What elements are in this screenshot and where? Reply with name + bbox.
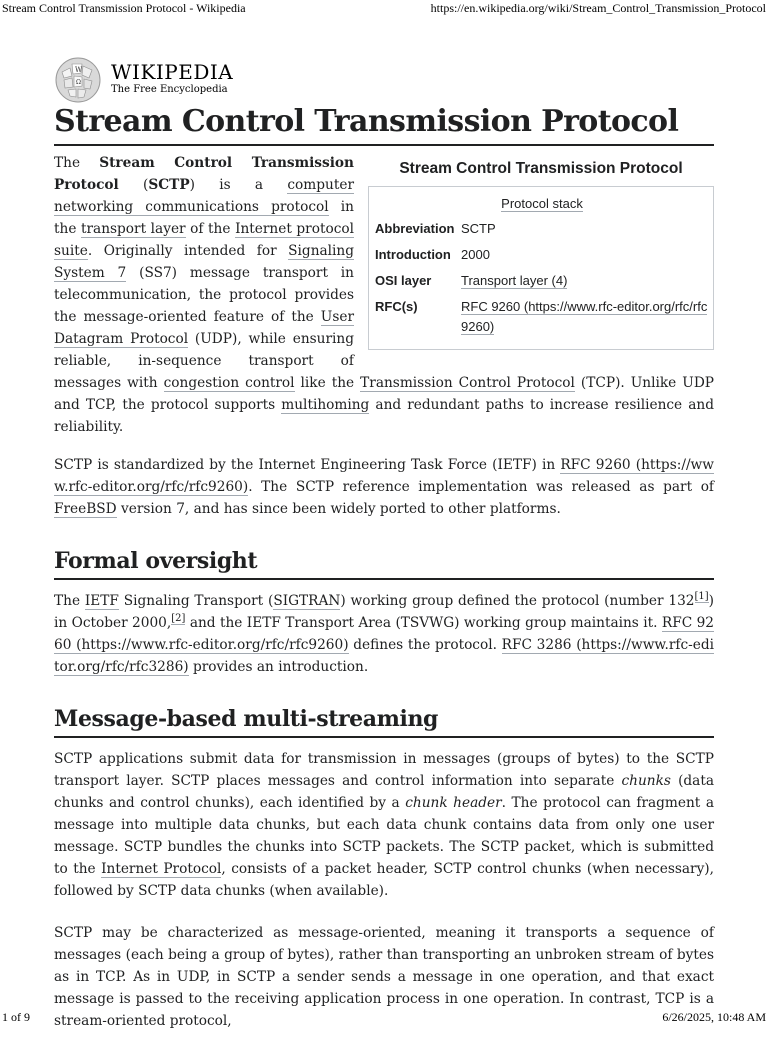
wikipedia-logo[interactable]: [54, 56, 254, 104]
print-header-title: Stream Control Transmission Protocol - Wikipedia: [2, 1, 246, 15]
italic-term: chunks: [621, 773, 671, 789]
bold-term: Stream Control Transmission Protocol: [54, 155, 354, 193]
infobox-row: [375, 297, 709, 337]
print-header-url: https://en.wikipedia.org/wiki/Stream_Control_Transmission_Protocol: [430, 1, 766, 15]
page-number: 1 of 9: [2, 1010, 30, 1024]
link-internet-protocol[interactable]: Internet Protocol: [101, 861, 222, 877]
text: The: [54, 155, 100, 171]
infobox-protocol-stack-link[interactable]: Protocol stack: [501, 196, 583, 211]
infobox-table: [368, 186, 714, 350]
infobox-key: Introduction: [375, 247, 451, 262]
link-computer-networking[interactable]: computer networking communications protocol: [54, 177, 354, 215]
text: ) working group defined the protocol (number 132: [340, 593, 695, 609]
link-rfc-3286[interactable]: RFC 3286 (https://www.rfc-editor.org/rfc/rfc3286): [54, 637, 714, 675]
text: (SS7) message transport in telecommunication, the protocol provides the message-oriented feature of the: [54, 265, 354, 325]
article-content: [54, 152, 714, 1052]
svg-text:W: W: [75, 66, 83, 74]
infobox: [368, 156, 714, 350]
link-signaling-system-7[interactable]: Signaling System 7: [54, 243, 354, 281]
text: in the: [54, 199, 355, 237]
text: (TCP). Unlike UDP and TCP, the protocol supports: [54, 375, 714, 413]
infobox-key: Abbreviation: [375, 221, 455, 236]
section-heading-formal-oversight: Formal oversight: [54, 544, 714, 580]
link-transmission-control-protocol[interactable]: Transmission Control Protocol: [360, 375, 575, 391]
text: , consists of a packet header, SCTP control chunks (when necessary), followed by SCTP data chunks (when available).: [54, 861, 714, 899]
infobox-row: [375, 245, 709, 265]
link-freebsd[interactable]: FreeBSD: [54, 501, 117, 517]
link-rfc-9260[interactable]: RFC 9260 (https://www.rfc-editor.org/rfc/rfc9260): [54, 457, 714, 495]
link-transport-layer[interactable]: transport layer: [81, 221, 186, 237]
text: like the: [294, 375, 361, 391]
text: . Originally intended for: [87, 243, 289, 259]
print-header: [0, 0, 768, 16]
wikipedia-globe-icon: [54, 56, 102, 104]
italic-term: chunk header: [405, 795, 502, 811]
link-rfc-9260[interactable]: RFC 9260 (https://www.rfc-editor.org/rfc/rfc9260): [54, 615, 714, 653]
infobox-row: [375, 271, 709, 291]
wikipedia-tagline: The Free Encyclopedia: [111, 84, 228, 95]
infobox-value: 2000: [461, 247, 490, 262]
text: SCTP is standardized by the Internet Engineering Task Force (IETF) in: [54, 457, 561, 473]
intro-paragraph-2: [54, 454, 714, 520]
page-title: Stream Control Transmission Protocol: [54, 100, 714, 146]
infobox-rfc-link[interactable]: RFC 9260 (https://www.rfc-editor.org/rfc/rfc9260): [461, 299, 708, 334]
section-heading-multi-streaming: Message-based multi-streaming: [54, 702, 714, 738]
citation-2[interactable]: [2]: [171, 613, 186, 625]
streaming-paragraph-2: SCTP may be characterized as message-oriented, meaning it transports a sequence of messages (each being a group of bytes), rather than transporting an unbroken stream of bytes as in TCP. As in UDP, in SCTP a sender sends a message in one operation, and that exact message is passed to the receiving application process in one operation. In contrast, TCP is a stream-oriented protocol,: [54, 925, 714, 1029]
link-multihoming[interactable]: multihoming: [281, 397, 370, 413]
infobox-osi-layer-link[interactable]: Transport layer (4): [461, 273, 568, 288]
infobox-key: OSI layer: [375, 273, 432, 288]
text: ) in October 2000,: [54, 593, 715, 631]
text: . The protocol can fragment a message into multiple data chunks, but each data chunk contains data from only one user message. SCTP bundles the chunks into SCTP packets. The SCTP packet, which is submitted to the: [54, 795, 714, 877]
text: (data chunks and control chunks), each identified by a: [54, 773, 714, 811]
link-ietf[interactable]: IETF: [84, 593, 119, 609]
text: ) is a: [189, 177, 288, 193]
text: and the IETF Transport Area (TSVWG) working group maintains it.: [185, 615, 662, 631]
wikipedia-wordmark: WIKIPEDIA: [111, 60, 234, 84]
print-footer: [0, 1008, 768, 1024]
streaming-paragraph-1: [54, 748, 714, 902]
infobox-title: Stream Control Transmission Protocol: [399, 160, 683, 177]
link-internet-protocol-suite[interactable]: Internet protocol suite: [54, 221, 354, 259]
text: provides an introduction.: [188, 659, 369, 675]
text: version 7, and has since been widely ported to other platforms.: [116, 501, 561, 517]
text: (UDP), while ensuring reliable, in-sequence transport of messages with: [54, 331, 354, 391]
text: and redundant paths to increase resilience and reliability.: [54, 397, 714, 435]
infobox-value: SCTP: [461, 221, 496, 236]
oversight-paragraph: [54, 590, 714, 678]
text: . The SCTP reference implementation was released as part of: [248, 479, 714, 495]
text: of the: [185, 221, 236, 237]
infobox-key: RFC(s): [375, 299, 418, 314]
bold-abbr: SCTP: [148, 177, 190, 193]
citation-1[interactable]: [1]: [694, 591, 709, 603]
text: SCTP applications submit data for transmission in messages (groups of bytes) to the SCTP transport layer. SCTP places messages and control information into separate: [54, 751, 714, 789]
infobox-row: [375, 219, 709, 239]
link-sigtran[interactable]: SIGTRAN: [273, 593, 341, 609]
svg-text:Ω: Ω: [76, 79, 81, 86]
text: defines the protocol.: [348, 637, 502, 653]
text: (: [118, 177, 149, 193]
print-datetime: 6/26/2025, 10:48 AM: [662, 1010, 766, 1024]
text: The: [54, 593, 85, 609]
link-congestion-control[interactable]: congestion control: [163, 375, 295, 391]
text: Signaling Transport (: [118, 593, 274, 609]
link-user-datagram-protocol[interactable]: User Datagram Protocol: [54, 309, 354, 347]
